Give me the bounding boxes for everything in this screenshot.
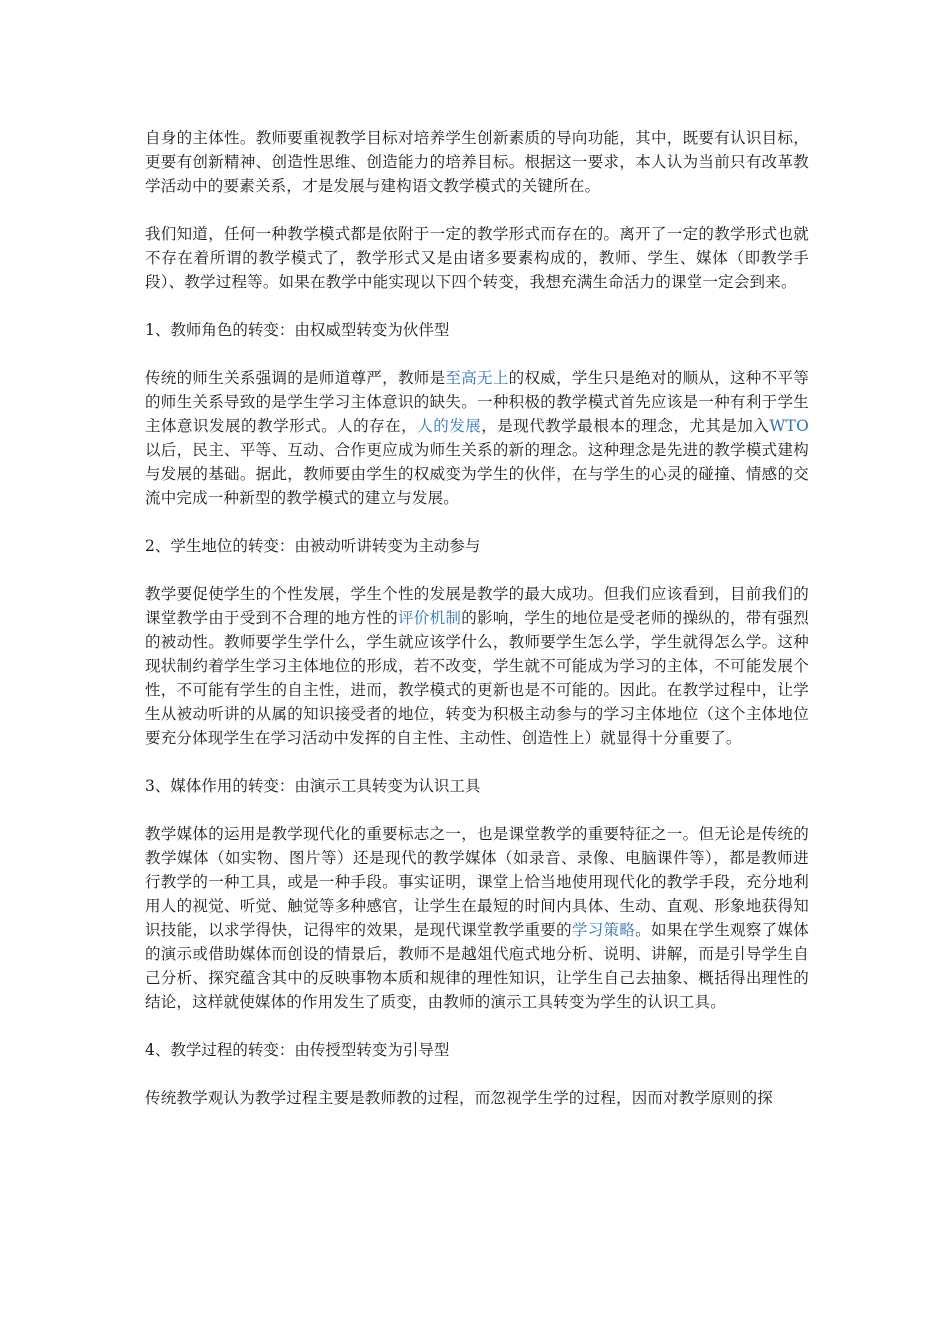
text-run: ，是现代教学最根本的理念，尤其是加入 xyxy=(481,417,770,435)
paragraph-media-role xyxy=(145,822,809,1014)
text-run: 。如果在学生观察了媒体的演示或借助媒体而创设的情景后，教师不是越俎代庖式地分析、说明、讲解，而是引导学生自己分析、探究蕴含其中的反映事物本质和规律的理性知识，让学生自己去抽象、概括得出理性的结论，这样就使媒体的作用发生了质变，由教师的演示工具转变为学生的认识工具。 xyxy=(145,921,809,1011)
paragraph-intro: 自身的主体性。教师要重视教学目标对培养学生创新素质的导向功能，其中，既要有认识目标，更要有创新精神、创造性思维、创造能力的培养目标。根据这一要求，本人认为当前只有改革教学活动中的要素关系，才是发展与建构语文教学模式的关键所在。 xyxy=(145,129,809,195)
text-run: 以后，民主、平等、互动、合作更应成为师生关系的新的理念。这种理念是先进的教学模式建构与发展的基础。据此，教师要由学生的权威变为学生的伙伴，在与学生的心灵的碰撞、情感的交流中完成一种新型的教学模式的建立与发展。 xyxy=(145,441,809,507)
link-ren-de-fazhan[interactable]: 人的发展 xyxy=(417,417,482,435)
paragraph-teaching-form: 我们知道，任何一种教学模式都是依附于一定的教学形式而存在的。离开了一定的教学形式也就不存在着所谓的教学模式了，教学形式又是由诸多要素构成的，教师、学生、媒体（即教学手段）、教学过程等。如果在教学中能实现以下四个转变，我想充满生命活力的课堂一定会到来。 xyxy=(145,225,809,291)
paragraph-student-status xyxy=(145,582,809,750)
document-page xyxy=(145,126,809,1134)
link-pingjia-jizhi[interactable]: 评价机制 xyxy=(398,609,462,627)
text-run: 教学媒体的运用是教学现代化的重要标志之一，也是课堂教学的重要特征之一。但无论是传统的教学媒体（如实物、图片等）还是现代的教学媒体（如录音、录像、电脑课件等），都是教师进行教学的一种工具，或是一种手段。事实证明，课堂上恰当地使用现代化的教学手段，充分地利用人的视觉、听觉、触觉等多种感官，让学生在最短的时间内具体、生动、直观、形象地获得知识技能，以求学得快，记得牢的效果，是现代课堂教学重要的 xyxy=(145,825,809,939)
link-wto[interactable]: WTO xyxy=(769,417,809,435)
section-heading-media-role: 3、媒体作用的转变：由演示工具转变为认识工具 xyxy=(145,777,481,795)
text-run: 的权威，学生只是绝对的顺从，这种不平等的师生关系导致的是学生学习主体意识的缺失。一种积极的教学模式首先应该是一种有利于学生主体意识发展的教学形式。人的存在， xyxy=(145,369,809,435)
text-run: 传统的师生关系强调的是师道尊严，教师是 xyxy=(145,369,446,387)
paragraph-teacher-role xyxy=(145,366,809,510)
link-zhigaowushang[interactable]: 至高无上 xyxy=(445,369,509,387)
section-heading-teacher-role: 1、教师角色的转变：由权威型转变为伙伴型 xyxy=(145,321,450,339)
link-xuexi-celue[interactable]: 学习策略 xyxy=(571,921,636,939)
text-run: 的影响，学生的地位是受老师的操纵的，带有强烈的被动性。教师要学生学什么，学生就应该学什么，教师要学生怎么学，学生就得怎么学。这种现状制约着学生学习主体地位的形成，若不改变，学生就不可能成为学习的主体，不可能发展个性，不可能有学生的自主性，进而，教学模式的更新也是不可能的。因此。在教学过程中，让学生从被动听讲的从属的知识接受者的地位，转变为积极主动参与的学习主体地位（这个主体地位要充分体现学生在学习活动中发挥的自主性、主动性、创造性上）就显得十分重要了。 xyxy=(145,609,809,747)
text-run: 教学要促使学生的个性发展，学生个性的发展是教学的最大成功。但我们应该看到，目前我们的课堂教学由于受到不合理的地方性的 xyxy=(145,585,809,627)
paragraph-teaching-process: 传统教学观认为教学过程主要是教师教的过程，而忽视学生学的过程，因而对教学原则的探 xyxy=(145,1089,774,1107)
section-heading-student-status: 2、学生地位的转变：由被动听讲转变为主动参与 xyxy=(145,537,481,555)
section-heading-teaching-process: 4、教学过程的转变：由传授型转变为引导型 xyxy=(145,1041,450,1059)
